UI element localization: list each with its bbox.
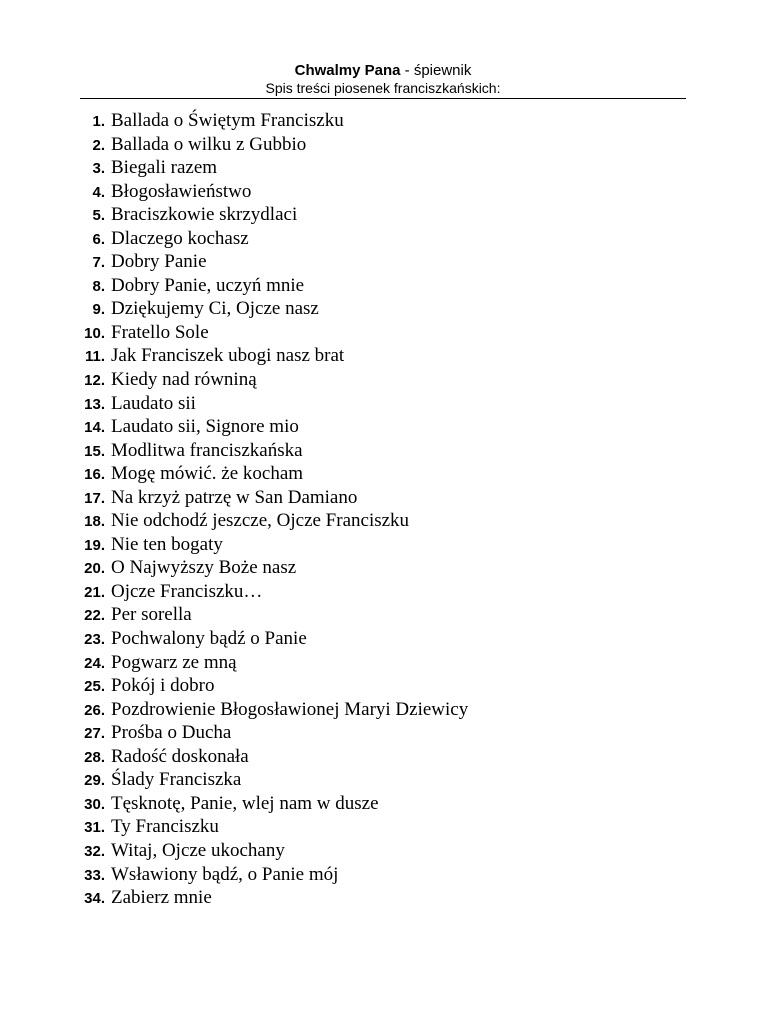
song-title: Wsławiony bądź, o Panie mój — [111, 863, 339, 885]
list-item — [70, 298, 468, 322]
song-number: 27. — [84, 725, 105, 743]
song-title: Jak Franciszek ubogi nasz brat — [111, 345, 345, 367]
list-item — [70, 769, 468, 793]
song-number: 4. — [92, 183, 105, 201]
song-number: 23. — [84, 631, 105, 649]
list-item — [70, 251, 468, 275]
song-number: 14. — [84, 419, 105, 437]
page-subtitle: Spis treści piosenek franciszkańskich: — [265, 80, 501, 96]
song-title: Pochwalony bądź o Panie — [111, 628, 307, 650]
list-item — [70, 840, 468, 864]
list-item — [70, 581, 468, 605]
title-bold: Chwalmy Pana — [294, 62, 401, 79]
song-title: Laudato sii — [111, 392, 196, 414]
list-item — [70, 181, 468, 205]
song-title: Mogę mówić. że kocham — [111, 463, 304, 485]
song-number: 24. — [84, 654, 105, 672]
list-item — [70, 722, 468, 746]
song-title: Pozdrowienie Błogosławionej Maryi Dziewicy — [111, 698, 469, 720]
list-item — [70, 534, 468, 558]
list-item — [70, 746, 468, 770]
list-item — [70, 393, 468, 417]
song-title: Radość doskonała — [111, 745, 249, 767]
song-title: Ojcze Franciszku… — [111, 580, 263, 602]
list-item — [70, 699, 468, 723]
song-number: 8. — [92, 277, 105, 295]
list-item — [70, 416, 468, 440]
song-number: 16. — [84, 466, 105, 484]
song-number: 22. — [84, 607, 105, 625]
song-title: Nie odchodź jeszcze, Ojcze Franciszku — [111, 510, 410, 532]
list-item — [70, 322, 468, 346]
song-title: Błogosławieństwo — [111, 180, 252, 202]
list-item — [70, 557, 468, 581]
song-title: Prośba o Ducha — [111, 722, 232, 744]
song-title: Kiedy nad równiną — [111, 369, 257, 391]
song-number: 6. — [92, 230, 105, 248]
list-item — [70, 204, 468, 228]
song-number: 25. — [84, 678, 105, 696]
song-title: Pogwarz ze mną — [111, 651, 237, 673]
song-number: 11. — [84, 348, 105, 366]
song-number: 7. — [92, 254, 105, 272]
list-item — [70, 487, 468, 511]
song-title: Tęsknotę, Panie, wlej nam w dusze — [111, 792, 379, 814]
song-number: 15. — [84, 442, 105, 460]
song-number: 20. — [84, 560, 105, 578]
song-title: Dobry Panie, uczyń mnie — [111, 274, 305, 296]
list-item — [70, 604, 468, 628]
list-item — [70, 510, 468, 534]
song-number: 30. — [84, 795, 105, 813]
list-item — [70, 675, 468, 699]
song-title: Fratello Sole — [111, 321, 209, 343]
song-title: O Najwyższy Boże nasz — [111, 557, 297, 579]
list-item — [70, 816, 468, 840]
list-item — [70, 463, 468, 487]
song-number: 34. — [84, 890, 105, 908]
list-item — [70, 275, 468, 299]
song-title: Ślady Franciszka — [111, 769, 242, 791]
list-item — [70, 864, 468, 888]
song-number: 26. — [84, 701, 105, 719]
page-title — [80, 62, 686, 80]
list-item — [70, 628, 468, 652]
song-title: Pokój i dobro — [111, 675, 215, 697]
list-item — [70, 887, 468, 911]
song-number: 9. — [92, 301, 105, 319]
song-number: 31. — [84, 819, 105, 837]
song-number: 2. — [92, 136, 105, 154]
list-item — [70, 134, 468, 158]
song-list — [70, 110, 468, 911]
song-number: 18. — [84, 513, 105, 531]
song-title: Ty Franciszku — [111, 816, 219, 838]
list-item — [70, 345, 468, 369]
song-number: 33. — [84, 866, 105, 884]
song-number: 10. — [84, 324, 105, 342]
song-title: Nie ten bogaty — [111, 533, 223, 555]
title-rest: - śpiewnik — [400, 62, 472, 79]
song-title: Zabierz mnie — [111, 887, 212, 909]
song-title: Dobry Panie — [111, 251, 207, 273]
list-item — [70, 110, 468, 134]
list-item — [70, 652, 468, 676]
song-title: Na krzyż patrzę w San Damiano — [111, 486, 358, 508]
song-number: 19. — [84, 536, 105, 554]
song-number: 29. — [84, 772, 105, 790]
song-number: 3. — [92, 160, 105, 178]
song-number: 13. — [84, 395, 105, 413]
song-title: Modlitwa franciszkańska — [111, 439, 303, 461]
list-item — [70, 157, 468, 181]
song-number: 5. — [92, 207, 105, 225]
list-item — [70, 440, 468, 464]
song-number: 28. — [84, 748, 105, 766]
song-title: Dziękujemy Ci, Ojcze nasz — [111, 298, 319, 320]
song-number: 12. — [84, 372, 105, 390]
song-title: Braciszkowie skrzydlaci — [111, 204, 298, 226]
song-number: 21. — [84, 583, 105, 601]
song-title: Biegali razem — [111, 157, 218, 179]
list-item — [70, 369, 468, 393]
song-title: Laudato sii, Signore mio — [111, 416, 299, 438]
header-divider — [80, 98, 686, 99]
document-header — [80, 62, 686, 97]
list-item — [70, 228, 468, 252]
song-title: Ballada o wilku z Gubbio — [111, 133, 307, 155]
song-number: 1. — [92, 113, 105, 130]
song-title: Dlaczego kochasz — [111, 227, 249, 249]
song-number: 17. — [84, 489, 105, 507]
song-title: Witaj, Ojcze ukochany — [111, 839, 285, 861]
song-title: Ballada o Świętym Franciszku — [111, 110, 344, 131]
list-item — [70, 793, 468, 817]
song-title: Per sorella — [111, 604, 192, 626]
song-number: 32. — [84, 842, 105, 860]
